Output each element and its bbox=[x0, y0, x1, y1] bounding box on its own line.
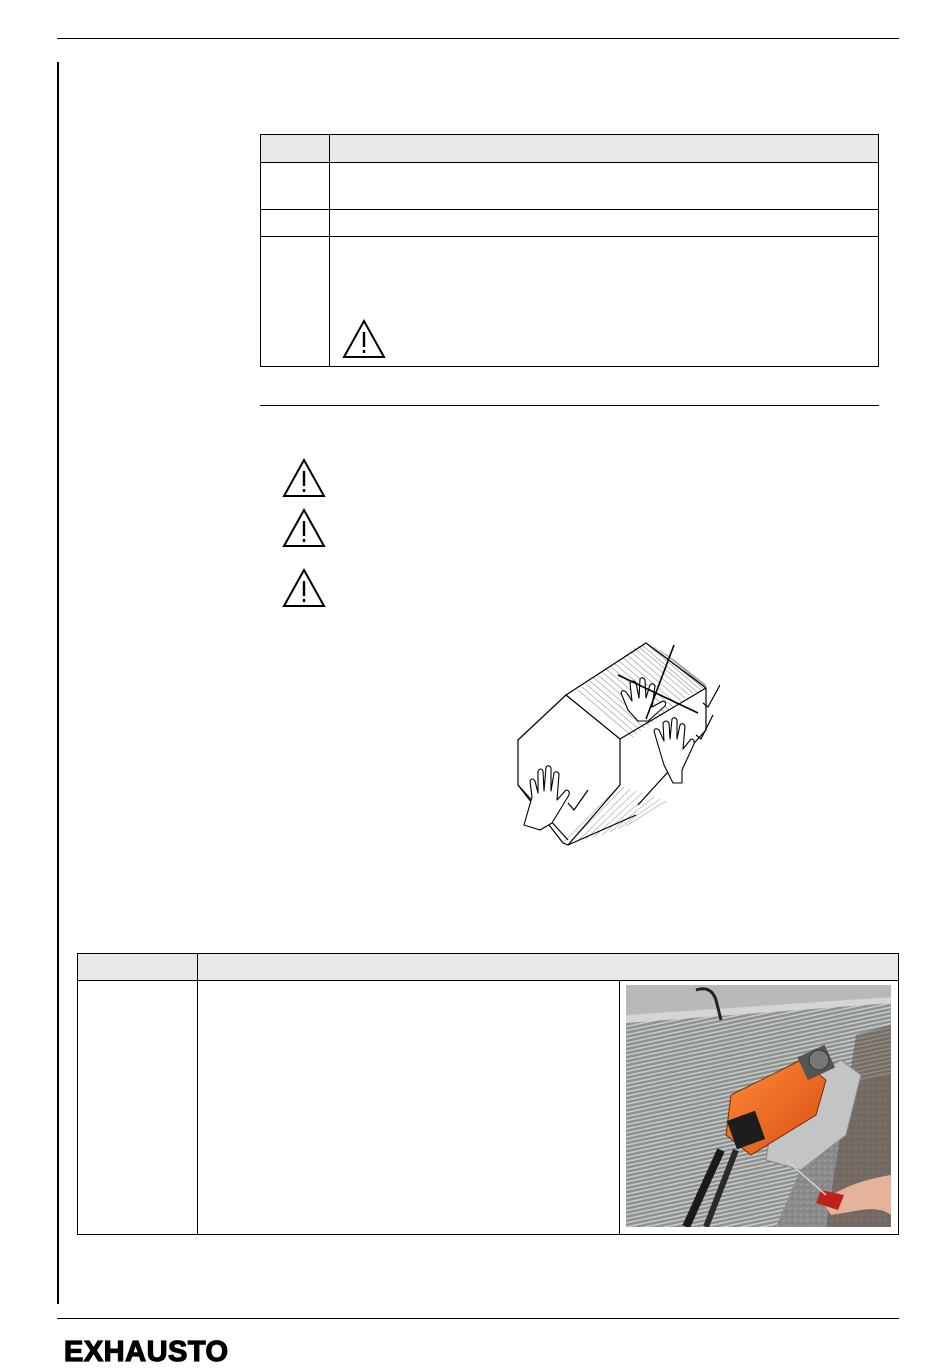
section-divider bbox=[260, 405, 879, 406]
warning-triangle-icon bbox=[342, 319, 386, 359]
header-cell-step bbox=[261, 135, 330, 163]
table-row bbox=[261, 163, 879, 210]
left-margin-bar bbox=[57, 62, 59, 1304]
bottom-rule bbox=[57, 1318, 899, 1319]
header-cell-step bbox=[78, 954, 198, 981]
header-cell-action bbox=[198, 954, 899, 981]
warning-triangle-icon bbox=[282, 458, 326, 498]
procedure-table bbox=[260, 134, 879, 367]
actuator-table-header bbox=[78, 954, 899, 981]
heat-exchanger-handling-illustration bbox=[508, 635, 720, 847]
table-row bbox=[261, 237, 879, 367]
warning-triangle-icon bbox=[282, 568, 326, 608]
warning-triangle-icon bbox=[282, 508, 326, 548]
header-cell-action bbox=[330, 135, 879, 163]
procedure-table-header bbox=[261, 135, 879, 163]
damper-actuator-photo bbox=[626, 985, 891, 1227]
table-row bbox=[261, 210, 879, 237]
brand-logo: EXHAUSTO bbox=[64, 1336, 229, 1368]
top-rule bbox=[57, 38, 899, 39]
